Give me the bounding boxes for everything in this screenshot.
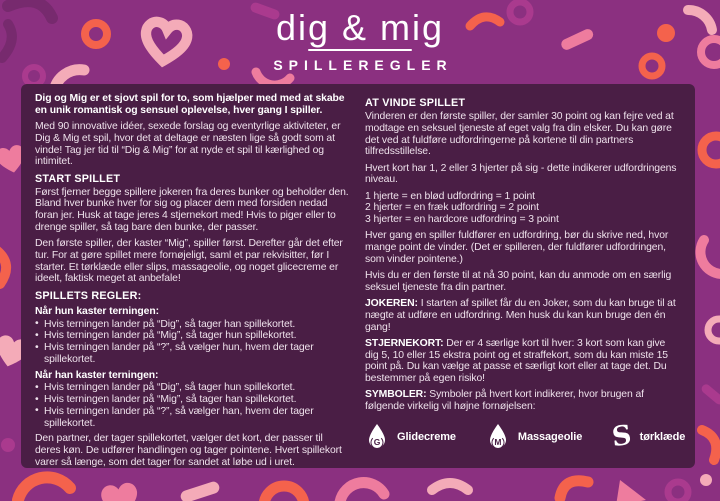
spillets-regler-heading: SPILLETS REGLER: — [35, 289, 142, 302]
star-card-text: Der er 4 særlige kort til hver: 3 kort som kan give dig 5, 10 eller 15 ekstra point og et straffekort, som du kan miste 15 point på. Du kan vælge at passe et særligt kort eller at tage det. Du bestemmer på egen risiko! — [365, 337, 668, 385]
card-header — [0, 8, 720, 73]
symbol-label: Massageolie — [517, 430, 583, 443]
his-turn-rules — [35, 382, 351, 429]
points-line: 2 hjerter = en fræk udfordring = 2 point — [365, 202, 539, 214]
star-card-paragraph — [365, 338, 681, 385]
intro-bold-paragraph: Dig og Mig er et sjovt spil for to, som hjælper med med at skabe en unik romantisk og sensuel oplevelse, hver gang I spiller. — [35, 93, 345, 116]
symbols-label: SYMBOLER: — [365, 389, 427, 401]
glidecreme-symbol — [365, 423, 456, 451]
points-line: 3 hjerter = en hardcore udfordring = 3 point — [365, 214, 559, 226]
points-table — [365, 191, 681, 226]
droplet-letter: G — [371, 436, 384, 449]
oil-droplet-icon — [486, 423, 510, 451]
massageolie-symbol — [486, 423, 582, 451]
her-turn-heading: Når hun kaster terningen: — [35, 305, 159, 317]
list-item: • Hvis terningen lander på “?”, så vælger han, hvem der tager spillekortet. — [35, 406, 351, 430]
rules-subtitle: SPILLEREGLER — [273, 56, 453, 73]
left-column — [35, 93, 351, 468]
star-card-label: STJERNEKORT: — [365, 337, 444, 349]
points-line: 1 hjerte = en blød udfordring = 1 point — [365, 190, 535, 202]
his-turn-heading: Når han kaster terningen: — [35, 369, 159, 381]
symbol-label: tørklæde — [639, 430, 686, 443]
intro-paragraph: Med 90 innovative idéer, sexede forslag og eventyrlige aktiviteter, er Dig & Mig et spil, hvor det at deltage er næsten lige så godt som at vinde! Tag jer tid til “Dig & Mig” for at nyde et spil til kærlighed og intimitet. — [35, 121, 341, 168]
list-item: • Hvis terningen lander på “?”, så vælger hun, hvem der tager spillekortet. — [35, 342, 351, 366]
list-item: • Hvis terningen lander på “Dig”, så tager han spillekortet. — [35, 319, 351, 331]
scarf-ribbon-icon: S — [610, 419, 634, 455]
symbol-label: Glidecreme — [397, 430, 456, 443]
start-spillet-heading: START SPILLET — [35, 172, 121, 185]
outro-paragraph: Den partner, der tager spillekortet, vælger det kort, der passer til deres køn. De udfører handlingen og tager pointene. Hvert spillekort varer så længe, som det tager for sandet at løbe ud i uret. — [35, 433, 342, 468]
symbols-text: Symboler på hvert kort indikerer, hvor brugen af følgende virkelig vil højne fornøjelsen: — [365, 389, 644, 413]
her-turn-rules — [35, 319, 351, 366]
game-title: dig & mig — [275, 7, 445, 48]
droplet-letter: M — [491, 436, 504, 449]
start-paragraph-2: Den første spiller, der kaster “Mig”, spiller først. Derefter går det efter tur. For at gøre spillet mere fornøjeligt, saml et par rekvisitter, før I starter. Et tørklæde eller slips, massageolie, og noget glicecreme er ideelt, faktisk meget at anbefale! — [35, 238, 343, 285]
list-item: • Hvis terningen lander på “Mig”, så tager han spillekortet. — [35, 394, 351, 406]
win-paragraph-4: Hvis du er den første til at nå 30 point, kan du anmode om en særlig seksuel tjeneste fra din partner. — [365, 270, 672, 293]
joker-label: JOKEREN: — [365, 298, 418, 310]
symbols-row — [365, 419, 686, 455]
torklaede-symbol — [610, 419, 686, 455]
win-paragraph-1: Vinderen er den første spiller, der samler 30 point og kan fejre ved at modtage en seksuel tjeneste af eget valg fra din elsker. Du kan gøre det ved at fuldføre udfordringerne på kortene til din partners tilfredsstillelse. — [365, 111, 674, 158]
win-paragraph-2: Hvert kort har 1, 2 eller 3 hjerter på sig - dette indikerer udfordringens niveau. — [365, 162, 677, 186]
rules-panel — [21, 84, 695, 468]
list-item: • Hvis terningen lander på “Dig”, så tager hun spillekortet. — [35, 382, 351, 394]
start-paragraph-1: Først fjerner begge spillere jokeren fra deres bunker og beholder den. Bland hver bunke hver for sig og placer dem med forsiden nedad foran jer. Husk at tage jeres 4 stjernekort med! Hvis to piger eller to drenge spiller, så tag bare den bunke, der passer. — [35, 186, 349, 233]
joker-text: I starten af spillet får du en Joker, som du kan bruge til at nægte at udføre en udfordring. Men husk du kan kun bruge den én gang! — [365, 298, 676, 333]
lube-droplet-icon — [365, 423, 389, 451]
symbols-paragraph — [365, 389, 681, 413]
right-column — [365, 93, 686, 459]
list-item: • Hvis terningen lander på “Mig”, så tager hun spillekortet. — [35, 330, 351, 342]
win-paragraph-3: Hver gang en spiller fuldfører en udfordring, bør du skrive ned, hvor mange point de vinder. (Det er spilleren, der fuldfører udfordringen, som vinder pointene.) — [365, 230, 669, 265]
at-vinde-heading: AT VINDE SPILLET — [365, 97, 466, 109]
joker-paragraph — [365, 298, 681, 333]
title-underline — [308, 49, 412, 51]
